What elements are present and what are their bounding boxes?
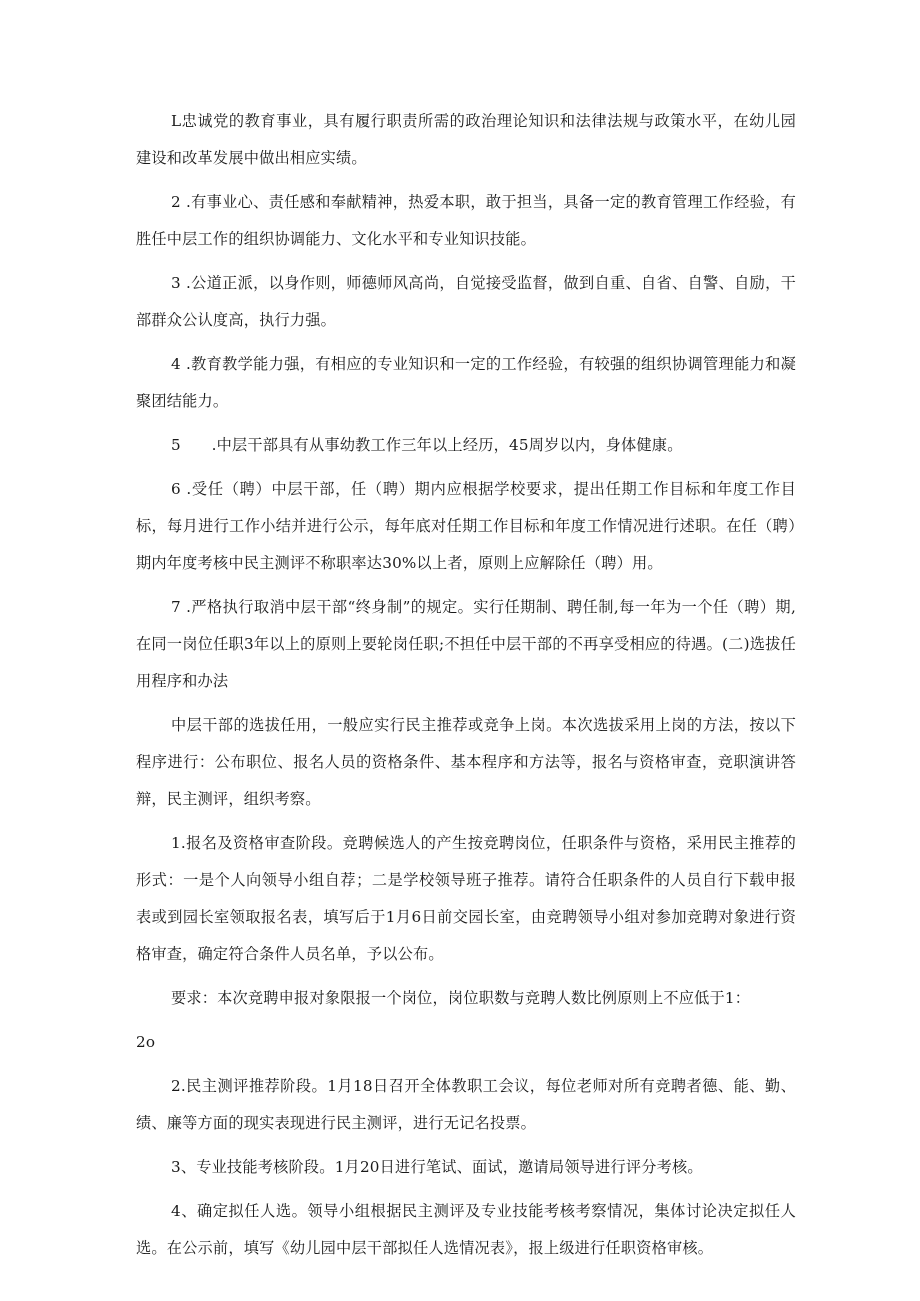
paragraph-step-1: 1.报名及资格审查阶段。竞聘候选人的产生按竞聘岗位，任职条件与资格，采用民主推荐的形式：一是个人向领导小组自荐；二是学校领导班子推荐。请符合任职条件的人员自行下载申报表或到园长室领取报名表，填写后于1月6日前交园长室，由竞聘领导小组对参加竞聘对象进行资格审查，确定符合条件人员名单，予以公布。 <box>136 834 796 963</box>
paragraph-requirement-1: L忠诚党的教育事业，具有履行职责所需的政治理论知识和法律法规与政策水平，在幼儿园建设和改革发展中做出相应实绩。 <box>136 112 796 167</box>
paragraph-requirement-5: 5 .中层干部具有从事幼教工作三年以上经历，45周岁以内，身体健康。 <box>170 436 683 454</box>
paragraph-requirement-2: 2 .有事业心、责任感和奉献精神，热爱本职，敢于担当，具备一定的教育管理工作经验，有胜任中层工作的组织协调能力、文化水平和专业知识技能。 <box>136 193 796 248</box>
paragraph-requirement-6: 6 .受任（聘）中层干部，任（聘）期内应根据学校要求，提出任期工作目标和年度工作目标，每月进行工作小结并进行公示，每年底对任期工作目标和年度工作情况进行述职。在任（聘）期内年度考核中民主测评不称职率达30%以上者，原则上应解除任（聘）用。 <box>136 480 796 572</box>
paragraph-step-3: 3、专业技能考核阶段。1月20日进行笔试、面试，邀请局领导进行评分考核。 <box>170 1158 703 1176</box>
paragraph-selection-intro: 中层干部的选拔任用，一般应实行民主推荐或竞争上岗。本次选拔采用上岗的方法，按以下程序进行：公布职位、报名人员的资格条件、基本程序和方法等，报名与资格审查，竞职演讲答辩，民主测评，组织考察。 <box>136 716 796 808</box>
paragraph-ratio-continuation: 2o <box>136 1033 156 1051</box>
paragraph-step-2: 2.民主测评推荐阶段。1月18日召开全体教职工会议，每位老师对所有竞聘者德、能、勤、绩、廉等方面的现实表现进行民主测评，进行无记名投票。 <box>136 1077 796 1132</box>
paragraph-step-4: 4、确定拟任人选。领导小组根据民主测评及专业技能考核考察情况，集体讨论决定拟任人选。在公示前，填写《幼儿园中层干部拟任人选情况表》，报上级进行任职资格审核。 <box>136 1202 796 1257</box>
paragraph-requirement-3: 3 .公道正派，以身作则，师德师风高尚，自觉接受监督，做到自重、自省、自警、自励，干部群众公认度高，执行力强。 <box>136 274 796 329</box>
paragraph-requirement-note: 要求：本次竞聘申报对象限报一个岗位，岗位职数与竞聘人数比例原则上不应低于1： <box>170 989 751 1007</box>
document-body <box>136 103 796 1274</box>
paragraph-requirement-7: 7 .严格执行取消中层干部“终身制”的规定。实行任期制、聘任制,每一年为一个任（聘）期,在同一岗位任职3年以上的原则上要轮岗任职;不担任中层干部的不再享受相应的待遇。(二)选拔任用程序和办法 <box>136 598 796 690</box>
paragraph-requirement-4: 4 .教育教学能力强，有相应的专业知识和一定的工作经验，有较强的组织协调管理能力和凝聚团结能力。 <box>136 355 796 410</box>
